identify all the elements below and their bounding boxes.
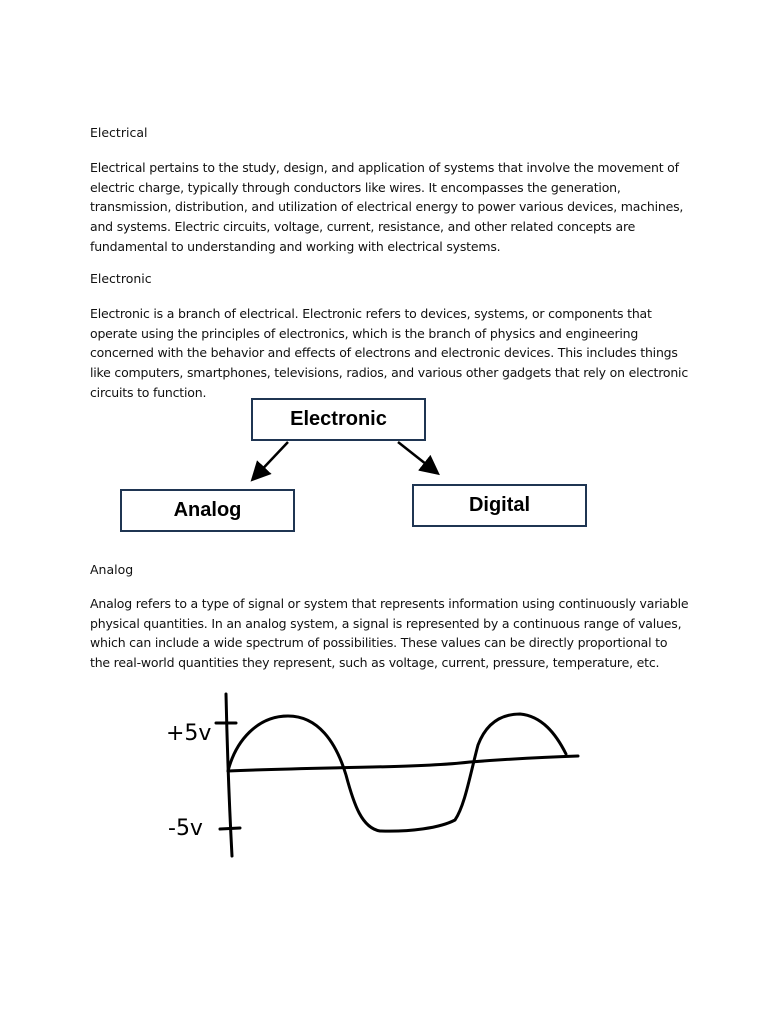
paragraph-electrical: Electrical pertains to the study, design, and application of systems that involve the movement of electric charge, typically through conductors like wires. It encompasses the generation, transmission, distribution, and utilization of electrical energy to power various devices, machines, and systems. Electric circuits, voltage, current, resistance, and other related concepts are fundamental to understanding and working with electrical systems.: [90, 160, 684, 254]
heading-electronic: Electronic: [90, 271, 152, 286]
heading-analog: Analog: [90, 562, 134, 577]
sine-curve: [228, 714, 566, 831]
label-plus-5v: +5v: [166, 721, 212, 746]
diagram-box-digital: Digital: [412, 484, 587, 527]
diagram-box-analog: Analog: [120, 489, 295, 532]
diagram-box-electronic: Electronic: [251, 398, 426, 441]
paragraph-electronic: Electronic is a branch of electrical. Electronic refers to devices, systems, or components that operate using the principles of electronics, which is the branch of physics and engineering concerned with the behavior and effects of electrons and electronic devices. This includes things like computers, smartphones, televisions, radios, and various other gadgets that rely on electronic circuits to function.: [90, 306, 689, 400]
label-minus-5v: -5v: [168, 816, 203, 841]
paragraph-analog: Analog refers to a type of signal or system that represents information using continuously variable physical quantities. In an analog system, a signal is represented by a continuous range of values, which can include a wide spectrum of possibilities. These values can be directly proportional to the real-world quantities they represent, such as voltage, current, pressure, temperature, etc.: [90, 596, 689, 671]
x-axis: [228, 756, 578, 771]
tick-minus-5v: [220, 828, 240, 829]
y-axis: [226, 694, 232, 856]
heading-electrical: Electrical: [90, 125, 148, 140]
